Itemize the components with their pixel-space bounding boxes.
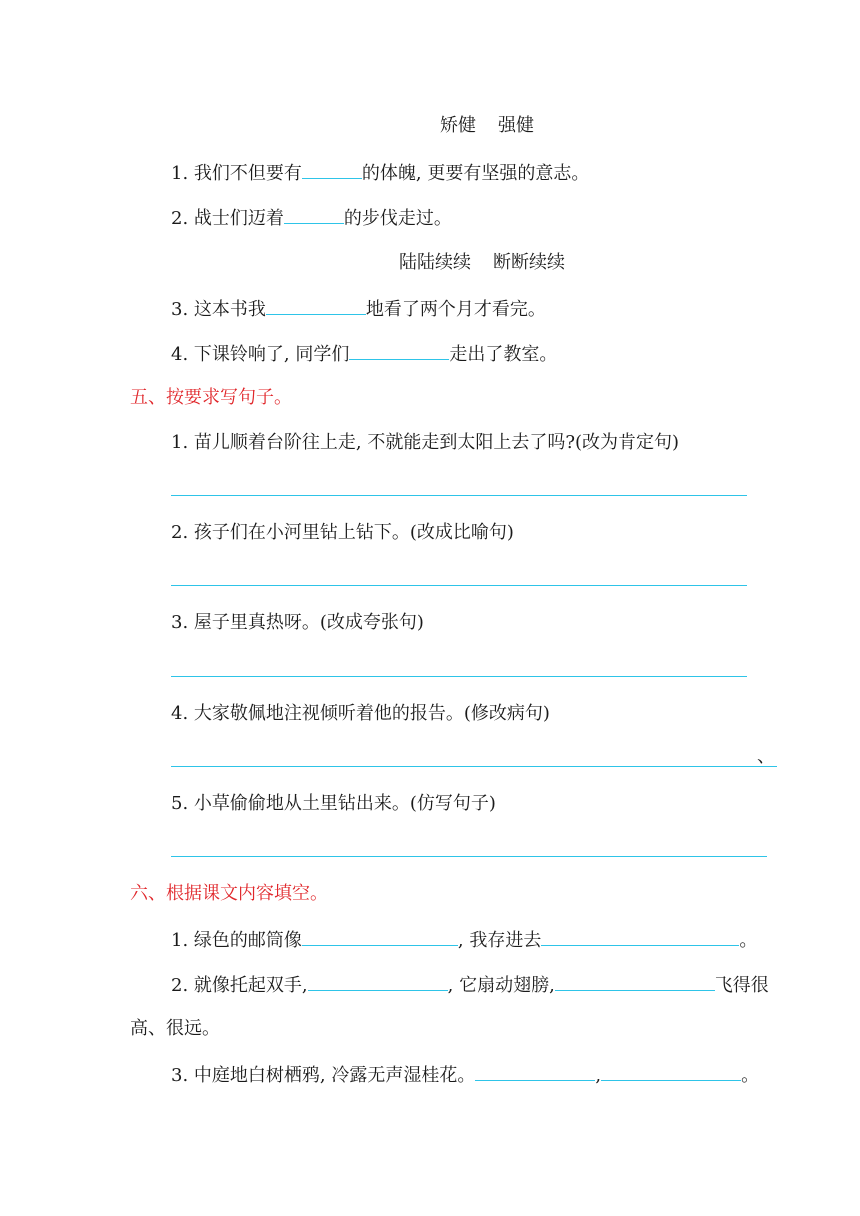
- question-5-1: 1. 苗儿顺着台阶往上走, 不就能走到太阳上去了吗?(改为肯定句): [171, 432, 680, 453]
- fill-blank[interactable]: [302, 927, 458, 946]
- answer-line[interactable]: [171, 585, 747, 586]
- word-pair-1: [440, 114, 534, 138]
- word-option: 陆陆续续: [399, 252, 471, 273]
- question-6-2-continued: 高、很远。: [130, 1018, 220, 1039]
- question-6-1: 1. 绿色的邮筒像 , 我存进去 。: [171, 927, 757, 953]
- question-6-3: 3. 中庭地白树栖鸦, 冷露无声湿桂花。 , 。: [171, 1062, 759, 1088]
- question-5-5: 5. 小草偷偷地从土里钻出来。(仿写句子): [171, 793, 496, 814]
- question-4-4: 4. 下课铃响了, 同学们 走出了教室。: [171, 341, 557, 367]
- fill-blank[interactable]: [302, 160, 362, 179]
- fill-blank[interactable]: [475, 1062, 595, 1081]
- question-4-1: 1. 我们不但要有 的体魄, 更要有坚强的意志。: [171, 160, 589, 186]
- question-5-2: 2. 孩子们在小河里钻上钻下。(改成比喻句): [171, 522, 514, 543]
- word-option: 断断续续: [493, 252, 565, 273]
- answer-line[interactable]: [171, 495, 747, 496]
- section-5-heading: 五、按要求写句子。: [130, 387, 292, 408]
- word-option: 矫健: [440, 115, 476, 136]
- question-4-2: 2. 战士们迈着 的步伐走过。: [171, 205, 452, 231]
- fill-blank[interactable]: [541, 927, 739, 946]
- fill-blank[interactable]: [284, 205, 344, 224]
- fill-blank[interactable]: [349, 341, 449, 360]
- word-option: 强健: [498, 115, 534, 136]
- fill-blank[interactable]: [266, 296, 366, 315]
- fill-blank[interactable]: [308, 972, 448, 991]
- section-6-heading: 六、根据课文内容填空。: [130, 883, 328, 904]
- trailing-mark: 、: [757, 746, 775, 767]
- fill-blank[interactable]: [601, 1062, 741, 1081]
- question-4-3: 3. 这本书我 地看了两个月才看完。: [171, 296, 546, 322]
- answer-line[interactable]: [171, 856, 767, 857]
- word-pair-2: [399, 251, 565, 275]
- answer-line[interactable]: [171, 766, 777, 767]
- question-5-3: 3. 屋子里真热呀。(改成夸张句): [171, 612, 424, 633]
- answer-line[interactable]: [171, 676, 747, 677]
- question-6-2: 2. 就像托起双手, , 它扇动翅膀, 飞得很: [171, 972, 769, 998]
- fill-blank[interactable]: [555, 972, 715, 991]
- question-5-4: 4. 大家敬佩地注视倾听着他的报告。(修改病句): [171, 703, 550, 724]
